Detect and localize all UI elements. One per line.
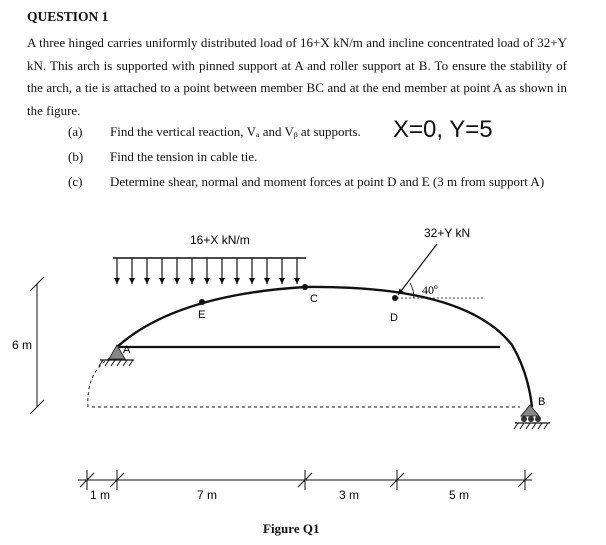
span-label-3: 3 m	[339, 488, 360, 502]
point-b-label: B	[538, 396, 546, 408]
span-label-2: 7 m	[197, 488, 218, 502]
hinge-c	[302, 284, 308, 290]
point-load-label: 32+Y kN	[424, 226, 471, 240]
part-a-text: Find the vertical reaction, Vₐ and Vᵦ at supports.	[110, 124, 361, 139]
height-dimension	[30, 277, 44, 414]
span-label-1: 1 m	[90, 488, 111, 502]
angle-label: 40º	[422, 283, 438, 297]
handwritten-note: X=0, Y=5	[393, 116, 493, 143]
part-b-label: (b)	[68, 149, 84, 164]
span-label-4: 5 m	[449, 488, 470, 502]
point-e-marker	[199, 299, 205, 305]
part-a-label: (a)	[68, 124, 83, 139]
part-c-text: Determine shear, normal and moment forces at point D and E (3 m from support A)	[110, 174, 545, 189]
question-intro: A three hinged carries uniformly distributed load of 16+X kN/m and incline concentrated load of 32+Y kN. This arch is supported with pinned support at A and roller support at B. To ensure the stability of the arch, a tie is attached to a point between member BC and at the end member at point A as shown in the figure.	[27, 35, 567, 118]
figure-caption: Figure Q1	[263, 521, 320, 536]
point-e-label: E	[198, 309, 206, 321]
point-a-label: A	[123, 344, 131, 356]
question-title: QUESTION 1	[27, 9, 109, 24]
roller-support-b	[514, 405, 550, 429]
udl-load	[113, 258, 306, 284]
point-c-label: C	[310, 293, 318, 305]
height-label: 6 m	[12, 338, 33, 352]
udl-label: 16+X kN/m	[190, 233, 250, 247]
part-b-text: Find the tension in cable tie.	[110, 149, 258, 164]
point-d-label: D	[390, 312, 398, 324]
span-dimension	[78, 470, 532, 490]
part-c-label: (c)	[68, 174, 83, 189]
